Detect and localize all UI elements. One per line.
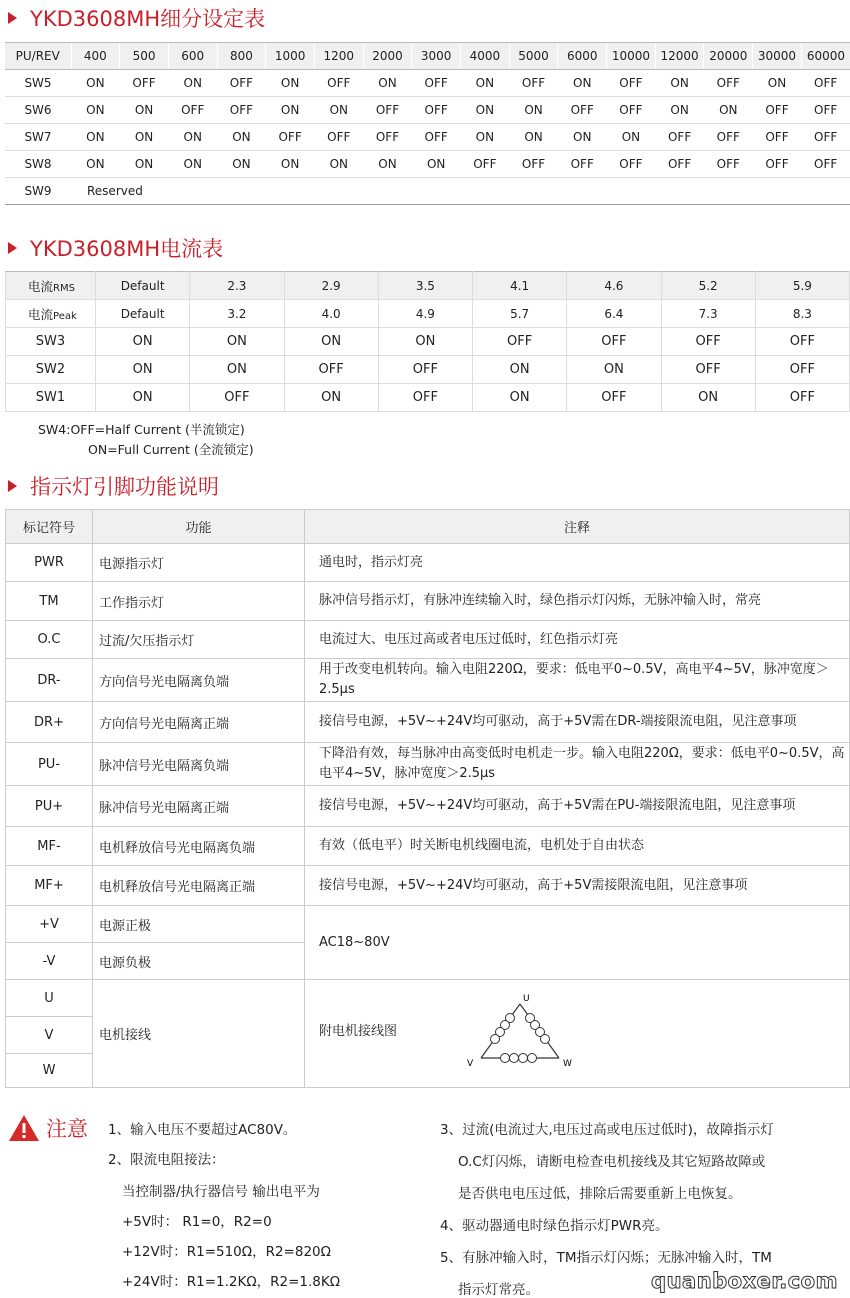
table-row — [6, 544, 850, 582]
table-cell: OFF — [509, 151, 558, 178]
table-cell: OFF — [558, 151, 607, 178]
table-cell: 4.9 — [378, 300, 472, 328]
attention-right-line: 指示灯常亮。 — [458, 1282, 539, 1298]
function-cell: 脉冲信号光电隔离负端 — [93, 743, 305, 786]
table-cell: ON — [96, 356, 190, 384]
attention-right-line: 是否供电电压过低，排除后需要重新上电恢复。 — [458, 1186, 742, 1202]
note-cell: 通电时，指示灯亮 — [305, 544, 850, 582]
table-cell: 4.1 — [473, 272, 567, 300]
table-cell: ON — [412, 151, 461, 178]
table-cell: OFF — [314, 124, 363, 151]
table-cell: ON — [168, 151, 217, 178]
note-cell: 有效（低电平）时关断电机线圈电流，电机处于自由状态 — [305, 827, 850, 866]
attention-right-line: 5、有脉冲输入时，TM指示灯闪烁；无脉冲输入时，TM — [440, 1250, 772, 1266]
function-cell: 电机释放信号光电隔离负端 — [93, 827, 305, 866]
table-cell: ON — [284, 328, 378, 356]
symbol-cell: -V — [6, 943, 93, 980]
table-cell: OFF — [120, 70, 169, 97]
table-cell: ON — [473, 356, 567, 384]
header-cell: 500 — [120, 43, 169, 70]
header-cell: 1200 — [314, 43, 363, 70]
function-cell: 方向信号光电隔离负端 — [93, 659, 305, 702]
function-cell: 电机接线 — [93, 980, 305, 1088]
header-cell: 30000 — [753, 43, 802, 70]
table-cell: SW7 — [5, 124, 71, 151]
symbol-cell: PWR — [6, 544, 93, 582]
table-cell: Default — [96, 300, 190, 328]
table-cell: 4.0 — [284, 300, 378, 328]
table-cell: ON — [96, 384, 190, 412]
symbol-cell: DR+ — [6, 702, 93, 743]
table-row — [6, 356, 850, 384]
table-cell: ON — [217, 124, 266, 151]
rms-label-cell — [6, 272, 96, 300]
header-cell: 6000 — [558, 43, 607, 70]
attention-left-line: 2、限流电阻接法： — [108, 1152, 225, 1168]
table-cell: OFF — [755, 356, 849, 384]
row-label: 电流 — [28, 306, 54, 322]
table-cell: ON — [314, 97, 363, 124]
table-row — [6, 786, 850, 827]
note-cell: 脉冲信号指示灯，有脉冲连续输入时，绿色指示灯闪烁，无脉冲输入时，常亮 — [305, 582, 850, 621]
table-cell: ON — [378, 328, 472, 356]
header-cell: 600 — [168, 43, 217, 70]
table-cell: OFF — [363, 97, 412, 124]
table-cell: ON — [661, 384, 755, 412]
header-cell: 标记符号 — [6, 510, 93, 544]
table-cell: OFF — [704, 70, 753, 97]
function-cell: 电源正极 — [93, 906, 305, 943]
attention-left-line: +12V时：R1=510Ω，R2=820Ω — [122, 1244, 331, 1260]
table-cell: ON — [558, 124, 607, 151]
header-cell: 20000 — [704, 43, 753, 70]
header-cell: PU/REV — [5, 43, 71, 70]
table-cell: 2.3 — [190, 272, 284, 300]
row-label: 电流 — [28, 278, 54, 294]
table-row — [5, 151, 850, 178]
table-cell: ON — [71, 124, 120, 151]
table-cell: OFF — [801, 124, 850, 151]
header-cell: 400 — [71, 43, 120, 70]
attention-right-line: O.C灯闪烁，请断电检查电机接线及其它短路故障或 — [458, 1154, 766, 1170]
motor-terminal-w-label: W — [563, 1059, 572, 1069]
attention-left-line: 1、输入电压不要超过AC80V。 — [108, 1122, 297, 1138]
section-title-text: YKD3608MH细分设定表 — [30, 7, 266, 31]
table-cell: ON — [473, 384, 567, 412]
table-cell: 3.5 — [378, 272, 472, 300]
note-cell: 下降沿有效，每当脉冲由高变低时电机走一步。输入电阻220Ω，要求：低电平0~0.5V，高电平4~5V，脉冲宽度＞2.5μs — [305, 743, 850, 786]
table-row — [6, 659, 850, 702]
current-table — [5, 271, 850, 412]
table-row — [6, 743, 850, 786]
table-cell: OFF — [661, 356, 755, 384]
table-cell: ON — [120, 151, 169, 178]
warning-icon — [8, 1114, 40, 1142]
table-cell: ON — [168, 70, 217, 97]
table-cell: OFF — [378, 356, 472, 384]
table-cell: SW6 — [5, 97, 71, 124]
table-cell: OFF — [607, 97, 656, 124]
table-cell: ON — [284, 384, 378, 412]
table-header-row — [6, 510, 850, 544]
symbol-cell: MF+ — [6, 866, 93, 906]
table-cell: SW9 — [5, 178, 71, 205]
header-cell: 2000 — [363, 43, 412, 70]
table-cell: OFF — [801, 70, 850, 97]
function-cell: 电源负极 — [93, 943, 305, 980]
attention-left-line: +5V时： R1=0，R2=0 — [122, 1214, 272, 1230]
table-cell: OFF — [314, 70, 363, 97]
table-cell: OFF — [755, 328, 849, 356]
table-cell: OFF — [655, 124, 704, 151]
table-cell: ON — [655, 70, 704, 97]
table-row — [6, 702, 850, 743]
header-cell: 800 — [217, 43, 266, 70]
header-cell: 12000 — [655, 43, 704, 70]
symbol-cell: W — [6, 1054, 93, 1088]
pin-function-table — [5, 509, 850, 1088]
attention-right-line: 4、驱动器通电时绿色指示灯PWR亮。 — [440, 1218, 669, 1234]
table-cell: 4.6 — [567, 272, 661, 300]
table-cell: ON — [217, 151, 266, 178]
table-cell: ON — [558, 70, 607, 97]
table-row — [6, 906, 850, 943]
table-cell: ON — [96, 328, 190, 356]
table-row — [6, 827, 850, 866]
table-row — [5, 97, 850, 124]
note-cell: AC18~80V — [305, 906, 850, 980]
table-row — [6, 328, 850, 356]
table-cell: ON — [655, 97, 704, 124]
table-cell: ON — [71, 97, 120, 124]
table-cell: ON — [509, 124, 558, 151]
table-cell: OFF — [509, 70, 558, 97]
table-cell: OFF — [753, 151, 802, 178]
motor-wiring-label: 附电机接线图 — [319, 1024, 398, 1039]
table-cell: 5.9 — [755, 272, 849, 300]
section-title-current — [8, 233, 223, 263]
table-cell: ON — [314, 151, 363, 178]
table-cell: ON — [461, 70, 510, 97]
table-cell: ON — [190, 328, 284, 356]
section-title-text: 指示灯引脚功能说明 — [30, 475, 219, 499]
motor-wiring-diagram — [465, 992, 575, 1072]
table-cell: ON — [753, 70, 802, 97]
function-cell: 工作指示灯 — [93, 582, 305, 621]
table-row — [5, 178, 850, 205]
table-cell: ON — [71, 151, 120, 178]
table-cell: OFF — [473, 328, 567, 356]
header-cell: 1000 — [266, 43, 315, 70]
table-cell: OFF — [217, 70, 266, 97]
symbol-cell: U — [6, 980, 93, 1017]
table-header-row — [5, 43, 850, 70]
function-cell: 过流/欠压指示灯 — [93, 621, 305, 659]
table-cell: OFF — [558, 97, 607, 124]
row-label-subscript: RMS — [53, 282, 75, 294]
table-cell: ON — [567, 356, 661, 384]
table-cell: OFF — [704, 124, 753, 151]
table-cell: OFF — [567, 328, 661, 356]
table-cell: 8.3 — [755, 300, 849, 328]
watermark: quanboxer.com — [651, 1269, 838, 1293]
attention-left-line: +24V时：R1=1.2KΩ，R2=1.8KΩ — [122, 1274, 341, 1290]
table-cell: 5.7 — [473, 300, 567, 328]
header-cell: 10000 — [607, 43, 656, 70]
note-cell: 用于改变电机转向。输入电阻220Ω，要求：低电平0~0.5V，高电平4~5V，脉冲宽度＞2.5μs — [305, 659, 850, 702]
row-label-subscript: Peak — [53, 310, 77, 322]
table-cell: OFF — [655, 151, 704, 178]
table-header-row — [6, 272, 850, 300]
header-cell: 功能 — [93, 510, 305, 544]
attention-title: 注意 — [46, 1117, 88, 1141]
header-cell: 60000 — [801, 43, 850, 70]
table-cell: OFF — [217, 97, 266, 124]
table-cell: SW8 — [5, 151, 71, 178]
table-cell: Default — [96, 272, 190, 300]
symbol-cell: DR- — [6, 659, 93, 702]
table-cell: ON — [266, 70, 315, 97]
peak-label-cell — [6, 300, 96, 328]
table-cell: ON — [120, 124, 169, 151]
header-cell: 5000 — [509, 43, 558, 70]
table-row — [6, 582, 850, 621]
symbol-cell: PU- — [6, 743, 93, 786]
table-cell: ON — [461, 124, 510, 151]
table-cell: SW5 — [5, 70, 71, 97]
table-cell: 6.4 — [567, 300, 661, 328]
table-cell: SW2 — [6, 356, 96, 384]
header-cell: 3000 — [412, 43, 461, 70]
header-cell: 4000 — [461, 43, 510, 70]
table-row — [6, 980, 850, 1017]
table-row — [5, 124, 850, 151]
symbol-cell: O.C — [6, 621, 93, 659]
symbol-cell: MF- — [6, 827, 93, 866]
table-cell: OFF — [412, 124, 461, 151]
table-cell: SW1 — [6, 384, 96, 412]
table-cell: OFF — [461, 151, 510, 178]
table-row — [6, 384, 850, 412]
motor-terminal-v-label: V — [467, 1059, 474, 1069]
table-cell: ON — [71, 70, 120, 97]
symbol-cell: TM — [6, 582, 93, 621]
table-cell: OFF — [266, 124, 315, 151]
function-cell: 电源指示灯 — [93, 544, 305, 582]
note-cell: 电流过大、电压过高或者电压过低时，红色指示灯亮 — [305, 621, 850, 659]
table-cell: 7.3 — [661, 300, 755, 328]
table-cell: 2.9 — [284, 272, 378, 300]
table-cell: OFF — [607, 151, 656, 178]
table-cell: OFF — [755, 384, 849, 412]
table-cell: ON — [363, 151, 412, 178]
motor-diagram-cell — [305, 980, 850, 1088]
table-cell: ON — [120, 97, 169, 124]
table-cell: OFF — [378, 384, 472, 412]
table-cell: ON — [168, 124, 217, 151]
function-cell: 方向信号光电隔离正端 — [93, 702, 305, 743]
note-cell: 接信号电源，+5V~+24V均可驱动，高于+5V需接限流电阻，见注意事项 — [305, 866, 850, 906]
section-title-microstep — [8, 3, 265, 33]
table-cell: ON — [266, 151, 315, 178]
table-cell: OFF — [607, 70, 656, 97]
table-cell: ON — [704, 97, 753, 124]
table-cell: OFF — [567, 384, 661, 412]
table-cell: OFF — [190, 384, 284, 412]
motor-terminal-u-label: U — [523, 994, 530, 1004]
sw4-note-full: ON=Full Current (全流锁定) — [88, 442, 254, 457]
table-cell: ON — [509, 97, 558, 124]
table-cell: OFF — [284, 356, 378, 384]
triangle-bullet-icon — [8, 242, 17, 254]
table-cell: OFF — [801, 97, 850, 124]
table-cell: ON — [190, 356, 284, 384]
table-cell: ON — [607, 124, 656, 151]
function-cell: 脉冲信号光电隔离正端 — [93, 786, 305, 827]
sw4-note-half: SW4:OFF=Half Current (半流锁定) — [38, 422, 245, 437]
function-cell: 电机释放信号光电隔离正端 — [93, 866, 305, 906]
table-cell: 3.2 — [190, 300, 284, 328]
note-cell: 接信号电源，+5V~+24V均可驱动，高于+5V需在DR-端接限流电阻，见注意事项 — [305, 702, 850, 743]
attention-right-line: 3、过流(电流过大,电压过高或电压过低时)，故障指示灯 — [440, 1122, 774, 1138]
table-cell: Reserved — [71, 178, 850, 205]
table-cell: OFF — [412, 70, 461, 97]
table-cell: ON — [461, 97, 510, 124]
attention-left-line: 当控制器/执行器信号 输出电平为 — [122, 1184, 320, 1200]
table-cell: OFF — [168, 97, 217, 124]
section-title-pins — [8, 471, 219, 501]
table-cell: OFF — [704, 151, 753, 178]
table-cell: OFF — [753, 124, 802, 151]
symbol-cell: +V — [6, 906, 93, 943]
table-cell: OFF — [801, 151, 850, 178]
table-cell: SW3 — [6, 328, 96, 356]
table-cell: ON — [363, 70, 412, 97]
symbol-cell: PU+ — [6, 786, 93, 827]
table-cell: ON — [266, 97, 315, 124]
header-cell: 注释 — [305, 510, 850, 544]
note-cell: 接信号电源，+5V~+24V均可驱动，高于+5V需在PU-端接限流电阻，见注意事项 — [305, 786, 850, 827]
table-row — [6, 300, 850, 328]
table-cell: OFF — [412, 97, 461, 124]
table-cell: OFF — [363, 124, 412, 151]
table-row — [6, 866, 850, 906]
table-cell: OFF — [753, 97, 802, 124]
table-cell: OFF — [661, 328, 755, 356]
table-row — [5, 70, 850, 97]
microstep-table — [5, 42, 850, 205]
section-title-text: YKD3608MH电流表 — [30, 237, 224, 261]
symbol-cell: V — [6, 1017, 93, 1054]
triangle-bullet-icon — [8, 480, 17, 492]
table-row — [6, 621, 850, 659]
triangle-bullet-icon — [8, 12, 17, 24]
table-cell: 5.2 — [661, 272, 755, 300]
